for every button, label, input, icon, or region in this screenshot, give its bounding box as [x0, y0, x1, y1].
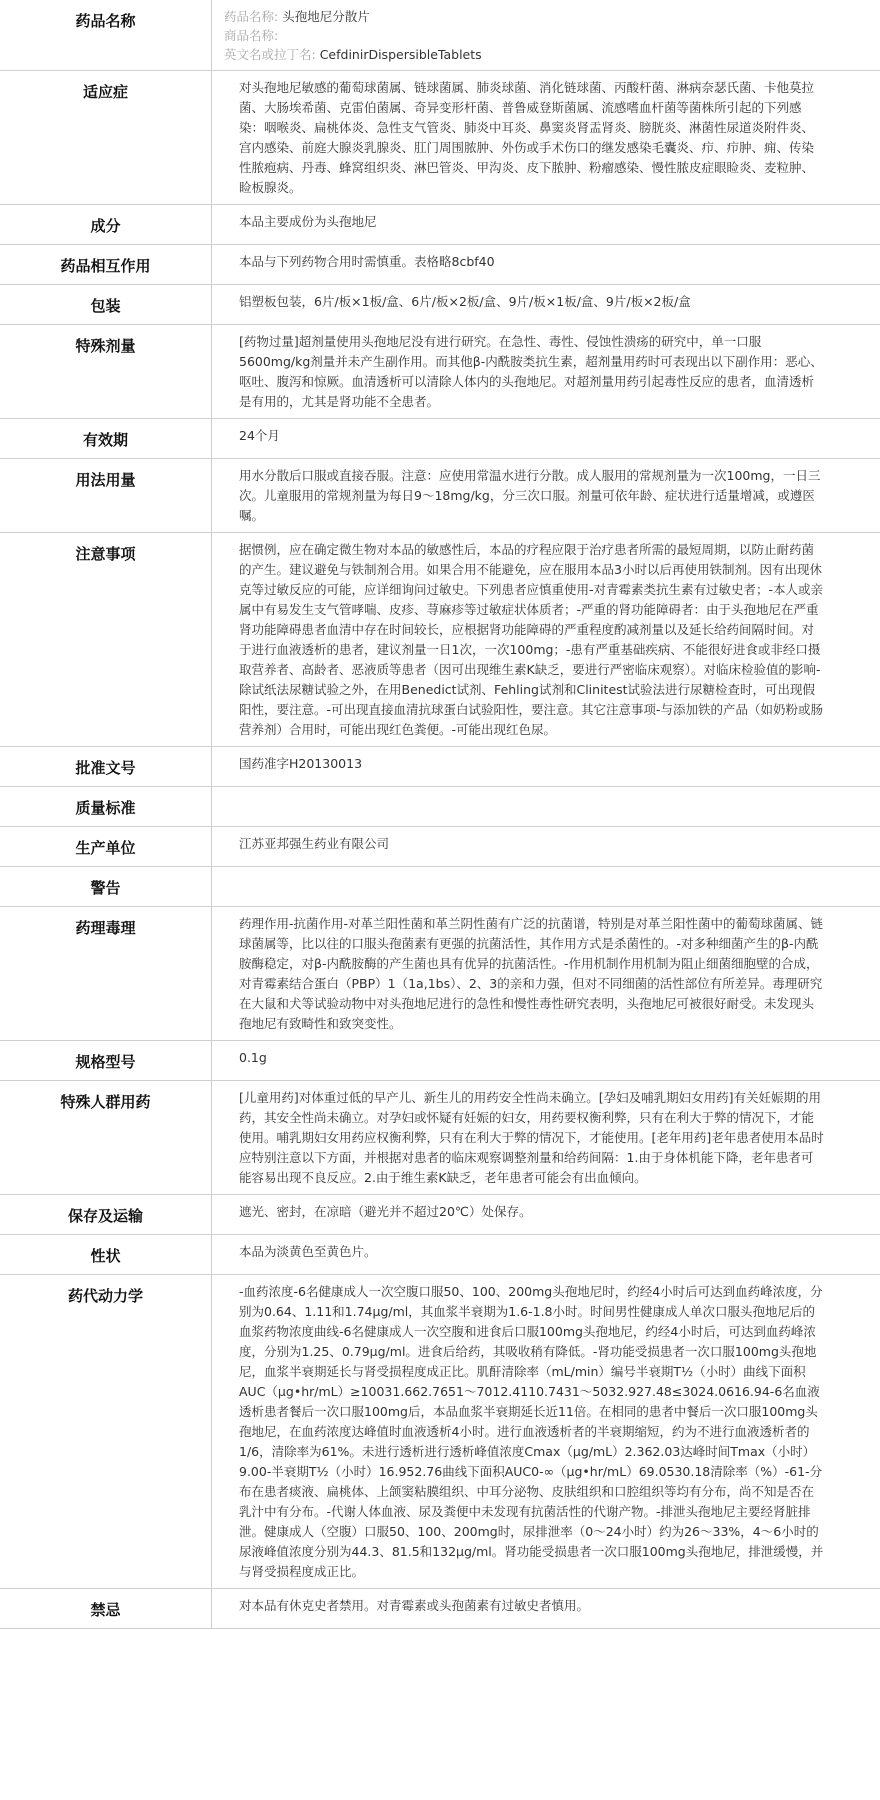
label-approval: 批准文号: [0, 747, 212, 787]
value-indications: 对头孢地尼敏感的葡萄球菌属、链球菌属、肺炎球菌、消化链球菌、丙酸杆菌、淋病奈瑟氏菌、卡他莫拉菌、大肠埃希菌、克雷伯菌属、奇异变形杆菌、普鲁威登斯菌属、流感嗜血杆菌等菌株所引起的下列感染：咽喉炎、扁桃体炎、急性支气管炎、肺炎中耳炎、鼻窦炎肾盂肾炎、膀胱炎、淋菌性尿道炎附件炎、宫内感染、前庭大腺炎乳腺炎、肛门周围脓肿、外伤或手术伤口的继发感染毛囊炎、疖、疖肿、痈、传染性脓疱病、丹毒、蜂窝组织炎、淋巴管炎、甲沟炎、皮下脓肿、粉瘤感染、慢性脓皮症眼睑炎、麦粒肿、睑板腺炎。: [212, 71, 880, 205]
value-precautions: 据惯例，应在确定微生物对本品的敏感性后，本品的疗程应限于治疗患者所需的最短周期，以防止耐药菌的产生。建议避免与铁制剂合用。如果合用不能避免，应在服用本品3小时以后再使用铁制剂。因有出现休克等过敏反应的可能，应详细询问过敏史。下列患者应慎重使用-对青霉素类抗生素有过敏史者；-本人或亲属中有易发生支气管哮喘、皮疹、荨麻疹等过敏症状体质者；-严重的肾功能障碍者：由于头孢地尼在严重肾功能障碍患者血清中存在时间较长，应根据肾功能障碍的严重程度酌减剂量以及延长给药间隔时间。对于进行血液透析的患者，建议剂量一日1次，一次100mg；-患有严重基础疾病、不能很好进食或非经口摄取营养者、高龄者、恶液质等患者（因可出现维生素K缺乏，要进行严密临床观察）。对临床检验值的影响-除试纸法尿糖试验之外，在用Benedict试剂、Fehling试剂和Clinitest试验法进行尿糖检查时，可出现假阳性，要注意。-可出现直接血清抗球蛋白试验阳性，要注意。其它注意事项-与添加铁的产品（如奶粉或肠营养剂）合用时，可能出现红色粪便。-可能出现红色尿。: [212, 533, 880, 747]
value-approval: 国药准字H20130013: [212, 747, 880, 787]
label-storage: 保存及运输: [0, 1195, 212, 1235]
row-contraindications: [0, 1589, 880, 1629]
row-standard: [0, 787, 880, 827]
label-ingredients: 成分: [0, 205, 212, 245]
value-ingredients: 本品主要成份为头孢地尼: [212, 205, 880, 245]
label-special_groups: 特殊人群用药: [0, 1081, 212, 1195]
trade-name-line: [224, 26, 824, 45]
value-dosage: 用水分散后口服或直接吞服。注意：应使用常温水进行分散。成人服用的常规剂量为一次100mg，一日三次。儿童服用的常规剂量为每日9～18mg/kg，分三次口服。剂量可依年龄、症状进行适量增减，或遵医嘱。: [212, 459, 880, 533]
value-spec: 0.1g: [212, 1041, 880, 1081]
row-indications: [0, 71, 880, 205]
generic-name-line: [224, 7, 824, 26]
value-drug-name: [212, 0, 880, 71]
row-approval: [0, 747, 880, 787]
label-package: 包装: [0, 285, 212, 325]
label-overdose: 特殊剂量: [0, 325, 212, 419]
value-appearance: 本品为淡黄色至黄色片。: [212, 1235, 880, 1275]
row-precautions: [0, 533, 880, 747]
label-validity: 有效期: [0, 419, 212, 459]
label-pharmacokinetics: 药代动力学: [0, 1275, 212, 1589]
value-special_groups: [儿童用药]对体重过低的早产儿、新生儿的用药安全性尚未确立。[孕妇及哺乳期妇女用药]有关妊娠期的用药，其安全性尚未确立。对孕妇或怀疑有妊娠的妇女，用药要权衡利弊，只有在利大于弊的情况下，才能使用。哺乳期妇女用药应权衡利弊，只有在利大于弊的情况下，才能使用。[老年用药]老年患者使用本品时应特别注意以下方面，并根据对患者的临床观察调整剂量和给药间隔：1.由于身体机能下降，老年患者可能容易出现不良反应。2.由于维生素K缺乏，老年患者可能会有出血倾向。: [212, 1081, 880, 1195]
generic-name-label: 药品名称:: [224, 9, 279, 24]
label-standard: 质量标准: [0, 787, 212, 827]
row-spec: [0, 1041, 880, 1081]
row-pharmacokinetics: [0, 1275, 880, 1589]
row-special_groups: [0, 1081, 880, 1195]
row-ingredients: [0, 205, 880, 245]
label-spec: 规格型号: [0, 1041, 212, 1081]
label-pharmacology: 药理毒理: [0, 907, 212, 1041]
row-validity: [0, 419, 880, 459]
value-warning: [212, 867, 880, 907]
label-indications: 适应症: [0, 71, 212, 205]
value-pharmacokinetics: -血药浓度-6名健康成人一次空腹口服50、100、200mg头孢地尼时，约经4小时后可达到血药峰浓度，分别为0.64、1.11和1.74μg/ml，其血浆半衰期为1.6-1.8小时。时间男性健康成人单次口服头孢地尼后的血浆药物浓度曲线-6名健康成人一次空腹和进食后口服100mg头孢地尼，约经4小时后，可达到血药峰浓度，分别为1.25、0.79μg/ml。进食后给药，其吸收稍有降低。-肾功能受损患者一次口服100mg头孢地尼，血浆半衰期延长与肾受损程度成正比。肌酐清除率（mL/min）编号半衰期T½（小时）曲线下面积AUC（μg•hr/mL）≥10031.662.7651～7012.4110.7431～5032.927.48≤3024.0616.94-6名血液透析患者餐后一次口服100mg后，本品血浆半衰期延长近11倍。在相同的患者中餐后一次口服100mg头孢地尼，在血药浓度达峰值时血液透析4小时。进行血液透析者的半衰期缩短，约为不进行血液透析者的1/6，清除率为61%。未进行透析进行透析峰值浓度Cmax（μg/mL）2.362.03达峰时间Tmax（小时）9.00-半衰期T½（小时）16.952.76曲线下面积AUC0-∞（μg•hr/mL）69.0530.18清除率（%）-61-分布在患者痰液、扁桃体、上颌窦粘膜组织、中耳分泌物、皮肤组织和口腔组织等均有分布，尚不知是否在乳汁中有分布。-代谢人体血液、尿及粪便中未发现有抗菌活性的代谢产物。-排泄头孢地尼主要经肾脏排泄。健康成人（空腹）口服50、100、200mg时，尿排泄率（0～24小时）约为26～33%，4～6小时的尿液峰值浓度分别为44.3、81.5和132μg/ml。肾功能受损患者一次口服100mg头孢地尼，排泄缓慢，并与肾受损程度成正比。: [212, 1275, 880, 1589]
value-standard: [212, 787, 880, 827]
row-appearance: [0, 1235, 880, 1275]
english-name: CefdinirDispersibleTablets: [319, 47, 482, 62]
label-dosage: 用法用量: [0, 459, 212, 533]
row-interactions: [0, 245, 880, 285]
value-pharmacology: 药理作用-抗菌作用-对革兰阳性菌和革兰阴性菌有广泛的抗菌谱，特别是对革兰阳性菌中的葡萄球菌属、链球菌属等，比以往的口服头孢菌素有更强的抗菌活性，其作用方式是杀菌性的。-对多种细菌产生的β-内酰胺酶稳定，对β-内酰胺酶的产生菌也具有优异的抗菌活性。-作用机制作用机制为阻止细菌细胞壁的合成，对青霉素结合蛋白（PBP）1（1a,1bs）、2、3的亲和力强，但对不同细菌的活性部位有所差异。毒理研究在大鼠和犬等试验动物中对头孢地尼进行的急性和慢性毒性研究表明，头孢地尼可被很好耐受。未发现头孢地尼有致畸性和致突变性。: [212, 907, 880, 1041]
row-manufacturer: [0, 827, 880, 867]
value-manufacturer: 江苏亚邦强生药业有限公司: [212, 827, 880, 867]
row-package: [0, 285, 880, 325]
generic-name: 头孢地尼分散片: [282, 9, 370, 24]
value-overdose: [药物过量]超剂量使用头孢地尼没有进行研究。在急性、毒性、侵蚀性溃疡的研究中，单一口服5600mg/kg剂量并未产生副作用。而其他β-内酰胺类抗生素，超剂量用药时可表现出以下副作用：恶心、呕吐、腹泻和惊厥。血清透析可以清除人体内的头孢地尼。对超剂量用药引起毒性反应的患者，血清透析是有用的，尤其是肾功能不全患者。: [212, 325, 880, 419]
label-contraindications: 禁忌: [0, 1589, 212, 1629]
value-interactions: 本品与下列药物合用时需慎重。表格略8cbf40: [212, 245, 880, 285]
label-manufacturer: 生产单位: [0, 827, 212, 867]
row-dosage: [0, 459, 880, 533]
value-package: 铝塑板包装，6片/板×1板/盒、6片/板×2板/盒、9片/板×1板/盒、9片/板×2板/盒: [212, 285, 880, 325]
row-storage: [0, 1195, 880, 1235]
label-warning: 警告: [0, 867, 212, 907]
value-validity: 24个月: [212, 419, 880, 459]
label-drug-name: 药品名称: [0, 0, 212, 71]
row-drug-name: [0, 0, 880, 71]
row-pharmacology: [0, 907, 880, 1041]
trade-name-label: 商品名称:: [224, 28, 279, 43]
row-warning: [0, 867, 880, 907]
label-precautions: 注意事项: [0, 533, 212, 747]
value-storage: 遮光、密封，在凉暗（避光并不超过20℃）处保存。: [212, 1195, 880, 1235]
english-name-label: 英文名或拉丁名:: [224, 47, 316, 62]
label-interactions: 药品相互作用: [0, 245, 212, 285]
english-name-line: [224, 45, 824, 64]
row-overdose: [0, 325, 880, 419]
value-contraindications: 对本品有休克史者禁用。对青霉素或头孢菌素有过敏史者慎用。: [212, 1589, 880, 1629]
label-appearance: 性状: [0, 1235, 212, 1275]
